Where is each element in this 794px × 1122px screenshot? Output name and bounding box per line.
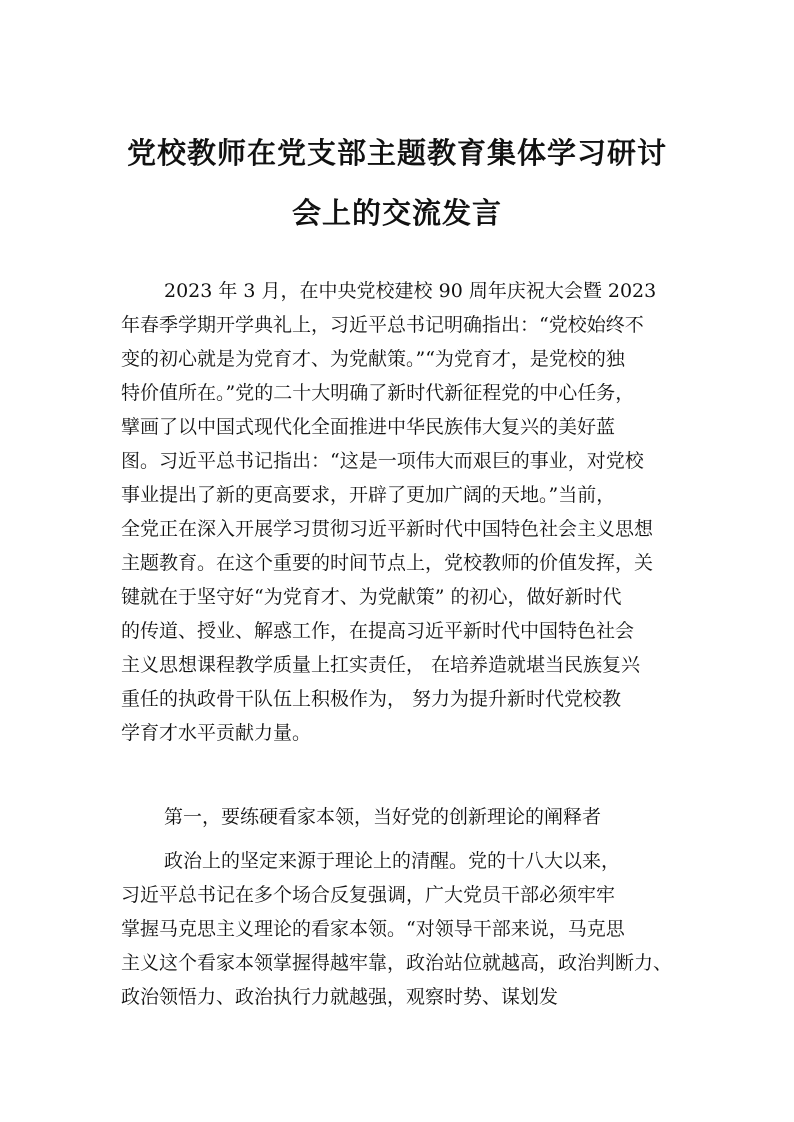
- paragraph-2-line: 主义这个看家本领掌握得越牢靠，政治站位就越高，政治判断力、: [121, 952, 673, 974]
- paragraph-2-line: 政治领悟力、政治执行力就越强，观察时势、谋划发: [121, 986, 559, 1008]
- paragraph-1-line: 2023 年 3 月，在中央党校建校 90 周年庆祝大会暨 2023: [164, 280, 657, 302]
- paragraph-1-line: 主义思想课程教学质量上扛实责任， 在培养造就堪当民族复兴: [121, 654, 641, 676]
- paragraph-1-line: 重任的执政骨干队伍上积极作为， 努力为提升新时代党校教: [121, 688, 622, 710]
- paragraph-1-line: 主题教育。在这个重要的时间节点上，党校教师的价值发挥，关: [121, 552, 654, 574]
- paragraph-2-line: 掌握马克思主义理论的看家本领。“对领导干部来说，马克思: [121, 918, 625, 940]
- paragraph-2-line: 习近平总书记在多个场合反复强调，广大党员干部必须牢牢: [121, 884, 616, 906]
- paragraph-1-line: 特价值所在。”党的二十大明确了新时代新征程党的中心任务，: [121, 382, 635, 404]
- section-heading-1: 第一，要练硬看家本领，当好党的创新理论的阐释者: [164, 806, 602, 828]
- paragraph-2-line: 政治上的坚定来源于理论上的清醒。党的十八大以来，: [164, 850, 621, 872]
- paragraph-1-line: 擘画了以中国式现代化全面推进中华民族伟大复兴的美好蓝: [121, 416, 616, 438]
- paragraph-1-line: 图。习近平总书记指出：“这是一项伟大而艰巨的事业，对党校: [121, 450, 644, 472]
- paragraph-1-line: 学育才水平贡献力量。: [121, 722, 312, 744]
- paragraph-1-line: 键就在于坚守好“为党育才、为党献策” 的初心，做好新时代: [121, 586, 622, 608]
- document-title-line-2: 会上的交流发言: [291, 196, 502, 230]
- paragraph-1-line: 变的初心就是为党育才、为党献策。”“为党育才，是党校的独: [121, 348, 625, 370]
- document-title-line-1: 党校教师在党支部主题教育集体学习研讨: [126, 136, 667, 170]
- paragraph-1-line: 全党正在深入开展学习贯彻习近平新时代中国特色社会主义思想: [121, 518, 654, 540]
- paragraph-1-line: 的传道、授业、解惑工作，在提高习近平新时代中国特色社会: [121, 620, 635, 642]
- paragraph-1-line: 事业提出了新的更高要求，开辟了更加广阔的天地。”当前，: [121, 484, 616, 506]
- paragraph-1-line: 年春季学期开学典礼上，习近平总书记明确指出：“党校始终不: [121, 314, 644, 336]
